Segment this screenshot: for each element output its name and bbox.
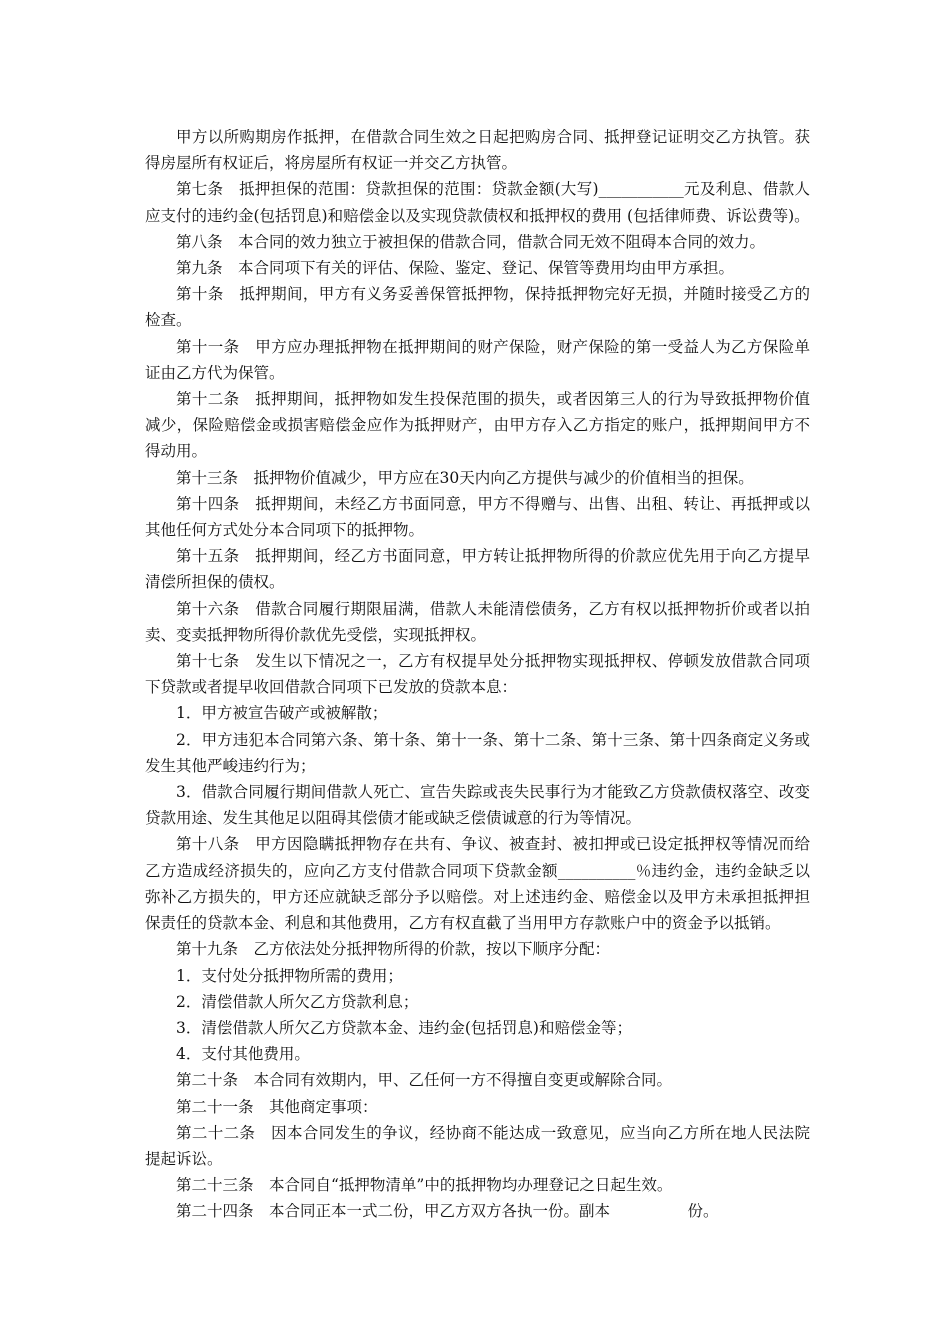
- article-15: 第十五条 抵押期间，经乙方书面同意，甲方转让抵押物所得的价款应优先用于向乙方提早清偿所担保的债权。: [145, 547, 810, 592]
- article-17-item-3: 3．借款合同履行期间借款人死亡、宣告失踪或丧失民事行为才能致乙方贷款债权落空、改变贷款用途、发生其他足以阻碍其偿债才能或缺乏偿债诚意的行为等情况。: [145, 783, 810, 828]
- article-21: 第二十一条 其他商定事项：: [176, 1097, 378, 1116]
- article-16: 第十六条 借款合同履行期限届满，借款人未能清偿债务，乙方有权以抵押物折价或者以拍卖、变卖抵押物所得价款优先受偿，实现抵押权。: [145, 599, 810, 644]
- paragraph-property-custody: 甲方以所购期房作抵押，在借款合同生效之日起把购房合同、抵押登记证明交乙方执管。获得房屋所有权证后，将房屋所有权证一并交乙方执管。: [145, 128, 810, 173]
- article-7: 第七条 抵押担保的范围：贷款担保的范围：贷款金额(大写)___________元及利息、借款人应支付的违约金(包括罚息)和赔偿金以及实现贷款债权和抵押权的费用 (包括律师费、诉讼费等)。: [145, 180, 810, 225]
- article-24: 第二十四条 本合同正本一式二份，甲乙方双方各执一份。副本 份。: [176, 1202, 719, 1221]
- article-23: 第二十三条 本合同自“抵押物清单”中的抵押物均办理登记之日起生效。: [176, 1176, 673, 1195]
- article-13: 第十三条 抵押物价值减少，甲方应在30天内向乙方提供与减少的价值相当的担保。: [176, 468, 754, 487]
- article-17: 第十七条 发生以下情况之一，乙方有权提早处分抵押物实现抵押权、停顿发放借款合同项下贷款或者提早收回借款合同项下已发放的贷款本息：: [145, 652, 810, 697]
- contract-body: [145, 124, 810, 1225]
- article-19-item-2: 2．清偿借款人所欠乙方贷款利息；: [176, 992, 419, 1011]
- article-11: 第十一条 甲方应办理抵押物在抵押期间的财产保险，财产保险的第一受益人为乙方保险单证由乙方代为保管。: [145, 337, 810, 382]
- article-19-item-3: 3．清偿借款人所欠乙方贷款本金、违约金(包括罚息)和赔偿金等；: [176, 1018, 632, 1037]
- article-10: 第十条 抵押期间，甲方有义务妥善保管抵押物，保持抵押物完好无损，并随时接受乙方的检查。: [145, 285, 810, 330]
- article-19-item-1: 1．支付处分抵押物所需的费用；: [176, 966, 403, 985]
- article-8: 第八条 本合同的效力独立于被担保的借款合同，借款合同无效不阻碍本合同的效力。: [176, 232, 766, 251]
- article-17-item-1: 1．甲方被宣告破产或被解散；: [176, 704, 388, 723]
- article-12: 第十二条 抵押期间，抵押物如发生投保范围的损失，或者因第三人的行为导致抵押物价值减少，保险赔偿金或损害赔偿金应作为抵押财产，由甲方存入乙方指定的账户，抵押期间甲方不得动用。: [145, 390, 810, 461]
- article-19: 第十九条 乙方依法处分抵押物所得的价款，按以下顺序分配：: [176, 940, 611, 959]
- article-18: 第十八条 甲方因隐瞒抵押物存在共有、争议、被查封、被扣押或已设定抵押权等情况而给乙方造成经济损失的，应向乙方支付借款合同项下贷款金额__________％违约金，违约金缺乏以弥补乙方损失的，甲方还应就缺乏部分予以赔偿。对上述违约金、赔偿金以及甲方未承担抵押担保责任的贷款本金、利息和其他费用，乙方有权直截了当用甲方存款账户中的资金予以抵销。: [145, 835, 810, 933]
- article-9: 第九条 本合同项下有关的评估、保险、鉴定、登记、保管等费用均由甲方承担。: [176, 259, 735, 278]
- article-14: 第十四条 抵押期间，未经乙方书面同意，甲方不得赠与、出售、出租、转让、再抵押或以其他任何方式处分本合同项下的抵押物。: [145, 494, 810, 540]
- article-20: 第二十条 本合同有效期内，甲、乙任何一方不得擅自变更或解除合同。: [176, 1071, 673, 1090]
- article-17-item-2: 2．甲方违犯本合同第六条、第十条、第十一条、第十二条、第十三条、第十四条商定义务或发生其他严峻违约行为；: [145, 730, 810, 775]
- article-22: 第二十二条 因本合同发生的争议，经协商不能达成一致意见，应当向乙方所在地人民法院提起诉讼。: [145, 1123, 810, 1168]
- article-19-item-4: 4．支付其他费用。: [176, 1045, 310, 1064]
